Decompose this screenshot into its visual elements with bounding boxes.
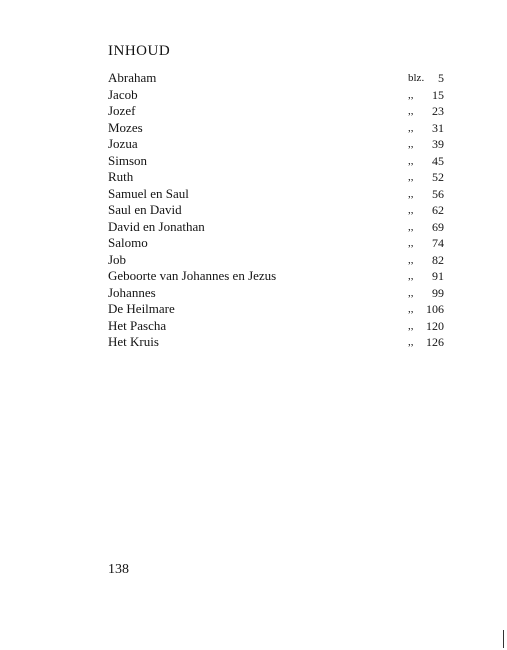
- toc-entry-page: 74: [432, 236, 444, 250]
- toc-row: [108, 285, 444, 302]
- toc-row: [108, 103, 444, 120]
- toc-row: [108, 136, 444, 153]
- toc-entry-page: 45: [432, 153, 444, 168]
- toc-entry-title: Job: [108, 251, 127, 267]
- toc-entry-ditto: ,,: [408, 171, 414, 183]
- toc-row: [108, 87, 444, 104]
- toc-row: [108, 301, 444, 318]
- toc-entry-title: Jozef: [108, 103, 136, 118]
- toc-row: [108, 268, 444, 285]
- toc-row: [108, 219, 444, 236]
- toc-entry-page: 62: [432, 203, 444, 217]
- toc-entry-page: 126: [426, 335, 444, 349]
- toc-entry-page: 91: [432, 269, 444, 283]
- toc-row: [108, 318, 444, 335]
- toc-entry-page: 99: [432, 285, 444, 300]
- toc-entry-title: Samuel en Saul: [108, 185, 189, 201]
- toc-entry-ditto: blz.: [408, 72, 425, 84]
- toc-entry-ditto: ,,: [408, 88, 414, 101]
- toc-row: [108, 169, 444, 186]
- toc-entry-title: Salomo: [108, 235, 148, 250]
- page-title: INHOUD: [108, 43, 171, 59]
- toc-row: [108, 334, 444, 351]
- toc-entry-ditto: ,,: [408, 187, 414, 200]
- toc-entry-title: Saul en David: [108, 202, 182, 217]
- toc-row: [108, 235, 444, 252]
- toc-entry-ditto: ,,: [408, 220, 414, 233]
- toc-entry-ditto: ,,: [408, 204, 414, 216]
- toc-row: [108, 252, 444, 269]
- toc-entry-ditto: ,,: [408, 105, 414, 117]
- toc-row: [108, 120, 444, 137]
- toc-entry-ditto: ,,: [408, 253, 414, 266]
- toc-entry-page: 39: [432, 137, 444, 151]
- toc-entry-ditto: ,,: [408, 286, 414, 299]
- toc-entry-title: Simson: [108, 152, 148, 168]
- toc-entry-title: Johannes: [108, 284, 156, 300]
- toc-entry-ditto: ,,: [408, 138, 414, 150]
- toc-entry-ditto: ,,: [408, 237, 414, 249]
- toc-entry-title: Het Pascha: [108, 317, 167, 333]
- toc-entry-title: Abraham: [108, 70, 157, 85]
- toc-entry-title: Jozua: [108, 136, 138, 151]
- table-of-contents: [108, 70, 444, 351]
- toc-entry-ditto: ,,: [408, 336, 414, 348]
- toc-row: [108, 153, 444, 170]
- toc-entry-page: 15: [432, 87, 444, 102]
- toc-entry-ditto: ,,: [408, 270, 414, 282]
- toc-entry-page: 52: [432, 170, 444, 184]
- toc-entry-page: 5: [438, 71, 444, 85]
- toc-entry-title: Geboorte van Johannes en Jezus: [108, 268, 277, 283]
- toc-entry-ditto: ,,: [408, 154, 414, 167]
- toc-entry-title: Mozes: [108, 119, 143, 135]
- toc-entry-page: 31: [432, 120, 444, 135]
- toc-entry-page: 120: [426, 318, 444, 333]
- toc-row: [108, 186, 444, 203]
- toc-entry-page: 23: [432, 104, 444, 118]
- toc-entry-title: David en Jonathan: [108, 218, 205, 234]
- toc-entry-ditto: ,,: [408, 319, 414, 332]
- toc-entry-page: 106: [426, 302, 444, 316]
- toc-entry-title: Jacob: [108, 86, 138, 102]
- toc-row: [108, 202, 444, 219]
- toc-entry-title: De Heilmare: [108, 301, 175, 316]
- toc-entry-page: 69: [432, 219, 444, 234]
- toc-row: [108, 70, 444, 87]
- toc-entry-title: Het Kruis: [108, 334, 159, 349]
- toc-entry-page: 82: [432, 252, 444, 267]
- toc-entry-page: 56: [432, 186, 444, 201]
- toc-entry-ditto: ,,: [408, 303, 414, 315]
- margin-mark: [503, 630, 504, 648]
- toc-entry-title: Ruth: [108, 169, 134, 184]
- page-number: 138: [108, 562, 129, 577]
- toc-entry-ditto: ,,: [408, 121, 414, 134]
